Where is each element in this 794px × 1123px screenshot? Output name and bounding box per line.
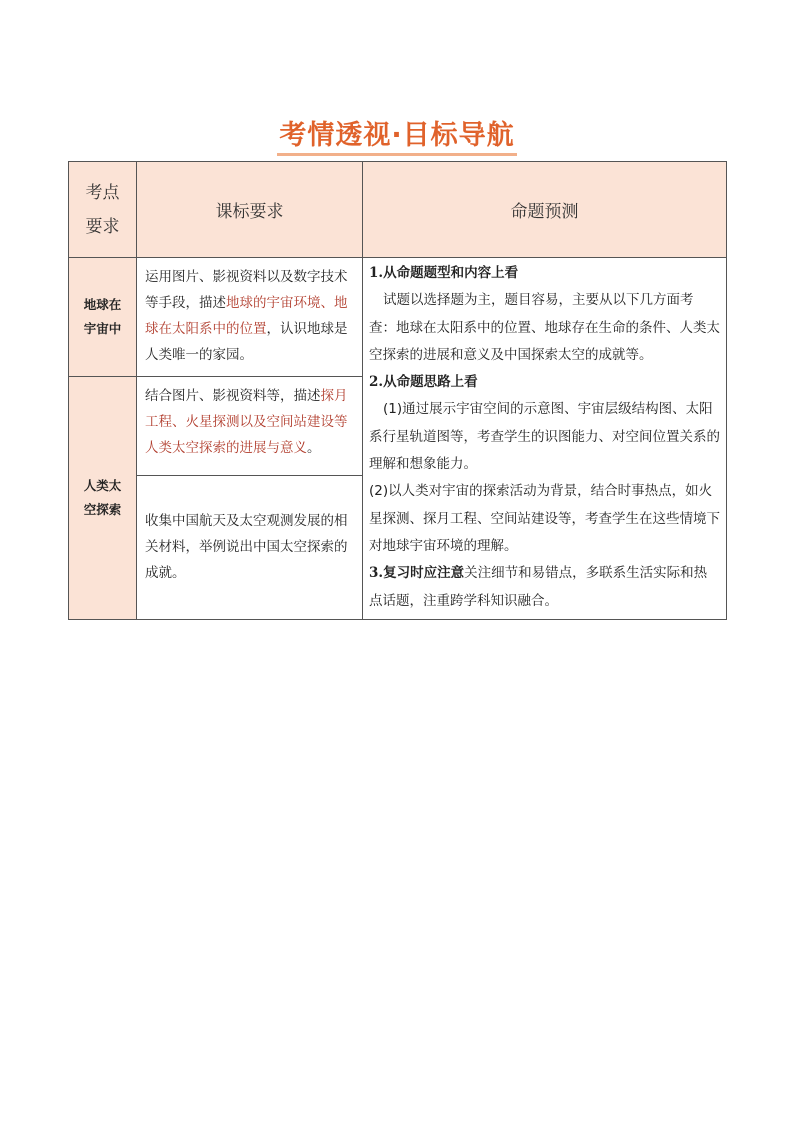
header-point-line1: 考点	[85, 182, 120, 203]
category-line1: 地球在	[83, 297, 122, 312]
requirement-cell	[137, 377, 363, 476]
header-cell-prediction: 命题预测	[363, 162, 727, 258]
category-cell	[69, 377, 137, 620]
prediction-heading: 3.复习时应注意	[369, 565, 465, 582]
category-cell	[69, 258, 137, 377]
prediction-heading: 2.从命题思路上看	[369, 374, 478, 391]
page-title	[0, 113, 794, 156]
header-point-line2: 要求	[85, 216, 120, 237]
req-text: 运用图片、影视资料以及数字技术等手段，描述	[145, 269, 348, 311]
req-text: 结合图片、影视资料等，描述	[145, 388, 321, 404]
header-cell-standard: 课标要求	[137, 162, 363, 258]
header-cell-point	[69, 162, 137, 258]
req-highlight: 地球的宇宙环境、地球在太阳系中的位置	[145, 295, 348, 337]
requirement-cell	[137, 258, 363, 377]
table-row	[69, 258, 727, 377]
prediction-paragraph: (2)以人类对宇宙的探索活动为背景，结合时事热点，如火星探测、探月工程、空间站建设等，考查学生在这些情境下对地球宇宙环境的理解。	[369, 483, 720, 554]
req-text: 。	[307, 440, 321, 456]
page-title-text: 考情透视·目标导航	[277, 113, 516, 156]
exam-table	[68, 161, 727, 620]
category-line1: 人类太	[83, 477, 122, 493]
req-highlight: 探月工程、火星探测以及空间站建设等人类太空探索的进展与意义	[145, 388, 348, 456]
prediction-paragraph: 试题以选择题为主，题目容易，主要从以下几方面考查：地球在太阳系中的位置、地球存在生命的条件、人类太空探索的进展和意义及中国探索太空的成就等。	[369, 292, 720, 363]
requirement-cell: 收集中国航天及太空观测发展的相关材料，举例说出中国太空探索的成就。	[137, 475, 363, 619]
category-line2: 空探索	[83, 501, 122, 517]
req-text: ，认识地球是人类唯一的家园。	[145, 321, 348, 363]
category-line2: 宇宙中	[83, 321, 122, 336]
prediction-cell	[363, 258, 727, 620]
prediction-paragraph: 关注细节和易错点，多联系生活实际和热点话题，注重跨学科知识融合。	[369, 565, 708, 609]
header-row	[69, 162, 727, 258]
prediction-paragraph: (1)通过展示宇宙空间的示意图、宇宙层级结构图、太阳系行星轨道图等，考查学生的识图能力、对空间位置关系的理解和想象能力。	[369, 401, 720, 473]
prediction-heading: 1.从命题题型和内容上看	[369, 265, 519, 281]
